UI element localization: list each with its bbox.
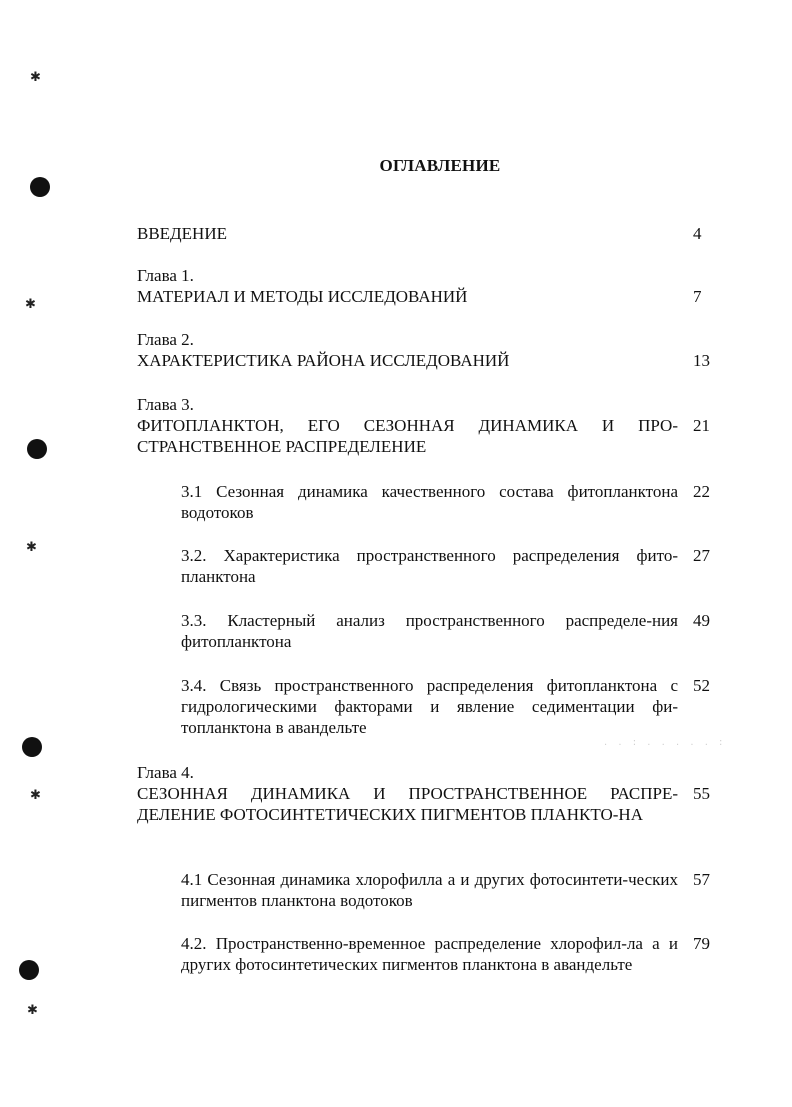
toc-entry-page: 4 (693, 224, 702, 243)
toc-entry-section-3-2 (181, 545, 710, 587)
scan-speck: ✱ (30, 788, 41, 803)
toc-entry-label: Глава 1. (137, 266, 194, 285)
toc-entry-title: ХАРАКТЕРИСТИКА РАЙОНА ИССЛЕДОВАНИЙ (137, 351, 510, 370)
toc-entry-chapter-1 (137, 265, 702, 307)
toc-entry-page: 52 (693, 676, 710, 695)
toc-entry-page: 27 (693, 546, 710, 565)
scan-speck: ✱ (26, 540, 37, 555)
toc-entry-chapter-2 (137, 329, 710, 371)
toc-entry-label: Глава 3. (137, 395, 194, 414)
toc-entry-page: 49 (693, 611, 710, 630)
toc-entry-label: Глава 2. (137, 330, 194, 349)
toc-entry-section-3-4 (181, 675, 710, 738)
punch-hole (19, 960, 39, 980)
toc-entry-title: СЕЗОННАЯ ДИНАМИКА И ПРОСТРАНСТВЕННОЕ РАСПРЕ-ДЕЛЕНИЕ ФОТОСИНТЕТИЧЕСКИХ ПИГМЕНТОВ ПЛАНКТО-НА (137, 784, 678, 824)
toc-entry-page: 57 (693, 870, 710, 889)
punch-hole (27, 439, 47, 459)
page-title: ОГЛАВЛЕНИЕ (379, 156, 501, 175)
toc-entry-title: 4.1 Сезонная динамика хлорофилла а и других фотосинтети-ческих пигментов планктона водотоков (181, 870, 678, 910)
scan-speck: ✱ (30, 70, 41, 85)
toc-entry-label: Глава 4. (137, 763, 194, 782)
toc-entry-section-3-1 (181, 481, 710, 523)
toc-entry-title: 3.3. Кластерный анализ пространственного распределе-ния фитопланктона (181, 611, 678, 651)
punch-hole (30, 177, 50, 197)
toc-entry-chapter-4 (137, 762, 710, 825)
toc-entry-page: 22 (693, 482, 710, 501)
scan-speck: ✱ (25, 297, 36, 312)
toc-entry-title: ФИТОПЛАНКТОН, ЕГО СЕЗОННАЯ ДИНАМИКА И ПРО-СТРАНСТВЕННОЕ РАСПРЕДЕЛЕНИЕ (137, 416, 678, 456)
toc-entry-page: 13 (693, 351, 710, 370)
scan-speck: ✱ (27, 1003, 38, 1018)
toc-entry-section-4-2 (181, 933, 710, 975)
toc-entry-title: ВВЕДЕНИЕ (137, 224, 227, 243)
toc-entry-title: МАТЕРИАЛ И МЕТОДЫ ИССЛЕДОВАНИЙ (137, 287, 468, 306)
toc-entry-introduction (137, 223, 702, 244)
toc-entry-title: 3.2. Характеристика пространственного распределения фито-планктона (181, 546, 678, 586)
toc-entry-chapter-3 (137, 394, 710, 457)
toc-entry-title: 3.1 Сезонная динамика качественного состава фитопланктона водотоков (181, 482, 678, 522)
punch-hole (22, 737, 42, 757)
toc-entry-page: 21 (693, 416, 710, 435)
toc-entry-page: 79 (693, 934, 710, 953)
scan-noise: . . : . . . . . : (604, 737, 727, 748)
toc-entry-section-4-1 (181, 869, 710, 911)
toc-entry-section-3-3 (181, 610, 710, 652)
toc-entry-title: 3.4. Связь пространственного распределения фитопланктона с гидрологическими факторами и явление седиментации фи-топланктона в авандельте (181, 676, 678, 737)
toc-entry-page: 55 (693, 784, 710, 803)
toc-entry-page: 7 (693, 287, 702, 306)
toc-entry-title: 4.2. Пространственно-временное распределение хлорофил-ла а и других фотосинтетических пигментов планктона в авандельте (181, 934, 678, 974)
